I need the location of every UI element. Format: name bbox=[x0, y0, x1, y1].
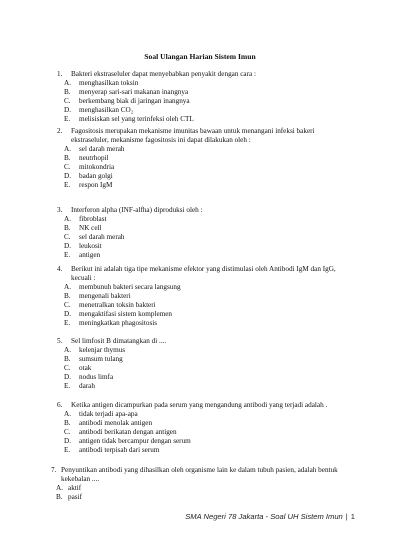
option-c[interactable]: C. berkembang biak di jaringan inangnya bbox=[64, 97, 190, 105]
option-c[interactable]: C. antibodi berikatan dengan antigen bbox=[64, 428, 177, 436]
option-b[interactable]: B. sumsum tulang bbox=[64, 355, 123, 363]
option-d[interactable]: D. mengaktifasi sistem komplemen bbox=[64, 310, 173, 318]
question-6 bbox=[0, 401, 400, 455]
option-e[interactable]: E. antibodi terpisah dari serum bbox=[64, 446, 160, 454]
option-d[interactable]: D. leukosit bbox=[64, 242, 102, 250]
option-e[interactable]: E. melisiskan sel yang terinfeksi oleh CTL bbox=[64, 115, 194, 123]
question-stem bbox=[0, 206, 400, 215]
question-number: 1. bbox=[57, 70, 63, 78]
question-stem bbox=[0, 265, 400, 283]
question-text: Sel limfosit B dimatangkan di .... bbox=[71, 337, 167, 345]
question-text: Interferon alpha (INF-alfha) diproduksi oleh : bbox=[71, 206, 203, 214]
option-list bbox=[0, 145, 400, 190]
option-list bbox=[0, 283, 400, 328]
question-2 bbox=[0, 127, 400, 190]
option-b[interactable]: B. NK cell bbox=[64, 224, 102, 232]
option-a[interactable]: A. kelenjar thymus bbox=[64, 346, 126, 354]
option-b[interactable]: B. menyerap sari-sari makanan inangnya bbox=[64, 88, 189, 96]
question-number: 5. bbox=[57, 337, 63, 345]
option-e[interactable]: E. darah bbox=[64, 382, 95, 390]
option-c[interactable]: C. menetralkan toksin bakteri bbox=[64, 301, 156, 309]
footer-text: SMA Negeri 78 Jakarta - Soal UH Sistem Imun bbox=[185, 512, 343, 521]
question-4 bbox=[0, 265, 400, 328]
question-number: 3. bbox=[57, 206, 63, 214]
option-e[interactable]: E. antigen bbox=[64, 251, 101, 259]
question-number: 6. bbox=[57, 401, 63, 409]
option-e[interactable]: E. respon IgM bbox=[64, 181, 113, 189]
option-list bbox=[0, 410, 400, 455]
option-b[interactable]: B. mengenali bakteri bbox=[64, 292, 131, 300]
option-e[interactable]: E. meningkatkan phagositosis bbox=[64, 319, 158, 327]
option-list bbox=[0, 346, 400, 391]
page-number: 1 bbox=[350, 512, 355, 521]
option-list bbox=[0, 484, 400, 502]
question-text: Ketika antigen dicampurkan pada serum yang mengandung antibodi yang terjadi adalah . bbox=[71, 401, 328, 409]
option-a[interactable]: A. fibroblast bbox=[64, 215, 107, 223]
option-d[interactable]: D. antigen tidak bercampur dengan serum bbox=[64, 437, 191, 445]
option-a[interactable]: A. tidak terjadi apa-apa bbox=[64, 410, 138, 418]
question-stem bbox=[0, 466, 400, 484]
option-a[interactable]: A. aktif bbox=[56, 484, 82, 492]
question-text: Bakteri ekstraseluler dapat menyebabkan penyakit dengan cara : bbox=[71, 70, 256, 78]
question-5 bbox=[0, 337, 400, 391]
question-stem bbox=[0, 127, 400, 145]
option-list bbox=[0, 79, 400, 124]
option-a[interactable]: A. membunuh bakteri secara langsung bbox=[64, 283, 181, 291]
question-number: 7. bbox=[51, 466, 57, 474]
question-1 bbox=[0, 70, 400, 124]
question-number: 4. bbox=[57, 265, 63, 273]
question-stem bbox=[0, 337, 400, 346]
option-c[interactable]: C. sel darah merah bbox=[64, 233, 125, 241]
document-title: Soal Ulangan Harian Sistem Imun bbox=[144, 52, 256, 61]
question-text: Fagositosis merupakan mekanisme imunitas bawaan untuk menangani infeksi bakeri ekstraseluler, mekanisme fagositosis ini dapat dilakukan oleh : bbox=[71, 127, 315, 144]
option-a[interactable]: A. sel darah merah bbox=[64, 145, 125, 153]
option-d[interactable]: D. badan golgi bbox=[64, 172, 113, 180]
question-stem bbox=[0, 70, 400, 79]
page-footer bbox=[185, 512, 355, 521]
option-b[interactable]: B. antibodi menolak antigen bbox=[64, 419, 153, 427]
option-a[interactable]: A. menghasilkan toksin bbox=[64, 79, 139, 87]
question-number: 2. bbox=[57, 127, 63, 135]
option-b[interactable]: B. neutrhopil bbox=[64, 154, 109, 162]
option-c[interactable]: C. mitokondria bbox=[64, 163, 115, 171]
question-text: Berikut ini adalah tiga tipe mekanisme efektor yang distimulasi oleh Antibodi IgM dan IgG, kecuali : bbox=[71, 265, 336, 282]
option-c[interactable]: C. otak bbox=[64, 364, 92, 372]
option-d[interactable]: D. nodus limfa bbox=[64, 373, 114, 381]
option-d[interactable]: D. menghasilkan CO₂ bbox=[64, 106, 134, 114]
option-list bbox=[0, 215, 400, 260]
question-text: Penyuntikan antibodi yang dihasilkan oleh organisme lain ke dalam tubuh pasien, adalah bentuk kekebalan .... bbox=[61, 466, 338, 483]
question-7 bbox=[0, 466, 400, 502]
question-3 bbox=[0, 206, 400, 260]
question-stem bbox=[0, 401, 400, 410]
option-b[interactable]: B. pasif bbox=[56, 493, 82, 501]
footer-separator: | bbox=[345, 512, 348, 521]
